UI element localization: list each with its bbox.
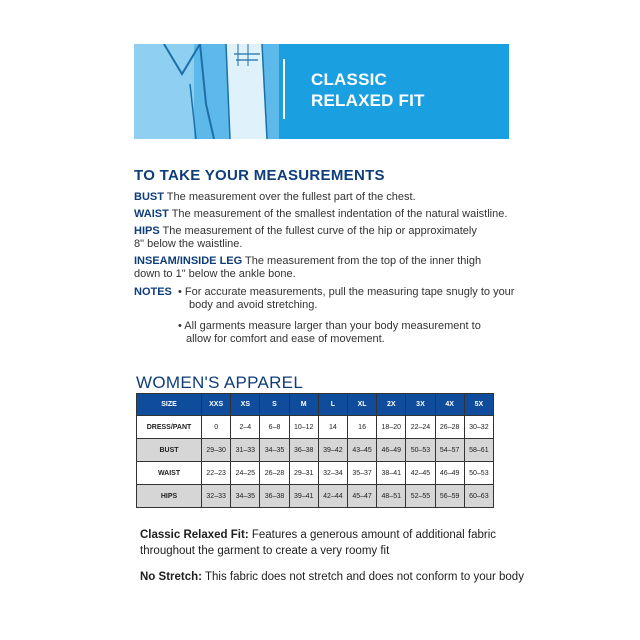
table-cell: 36–38 <box>289 439 318 462</box>
hips-entry <box>134 225 534 250</box>
table-cell: 38–41 <box>377 462 406 485</box>
row-label: WAIST <box>137 462 202 485</box>
table-cell: 0 <box>202 416 231 439</box>
size-header-cell: 5X <box>464 394 493 416</box>
size-header-cell: L <box>318 394 347 416</box>
size-header-cell: XL <box>347 394 376 416</box>
size-header-cell: S <box>260 394 289 416</box>
table-cell: 29–31 <box>289 462 318 485</box>
size-header-cell: M <box>289 394 318 416</box>
table-cell: 56–59 <box>435 485 464 508</box>
table-cell: 60–63 <box>464 485 493 508</box>
table-cell: 2–4 <box>231 416 260 439</box>
table-cell: 31–33 <box>231 439 260 462</box>
table-cell: 58–61 <box>464 439 493 462</box>
table-cell: 22–24 <box>406 416 435 439</box>
table-cell: 34–35 <box>231 485 260 508</box>
size-header-cell: 3X <box>406 394 435 416</box>
table-cell: 32–33 <box>202 485 231 508</box>
bust-text: The measurement over the fullest part of the chest. <box>163 191 416 203</box>
inseam-term: INSEAM/INSIDE LEG <box>134 255 243 267</box>
row-label: HIPS <box>137 485 202 508</box>
table-cell: 46–49 <box>435 462 464 485</box>
hips-text-line2: 8" below the waistline. <box>134 237 243 250</box>
no-stretch-note <box>140 569 560 585</box>
table-cell: 30–32 <box>464 416 493 439</box>
table-cell: 34–35 <box>260 439 289 462</box>
inseam-entry <box>134 255 534 280</box>
note-item-garments-line2: allow for comfort and ease of movement. <box>186 332 385 345</box>
note-item-tape-line1: • For accurate measurements, pull the measuring tape snugly to your <box>178 286 515 298</box>
size-header-cell: 2X <box>377 394 406 416</box>
no-stretch-term: No Stretch: <box>140 571 202 583</box>
note-item-tape <box>178 286 538 311</box>
size-header-cell: 4X <box>435 394 464 416</box>
relaxed-fit-term: Classic Relaxed Fit: <box>140 529 249 541</box>
fit-banner <box>134 44 509 139</box>
table-cell: 24–25 <box>231 462 260 485</box>
table-cell: 22–23 <box>202 462 231 485</box>
table-cell: 50–53 <box>406 439 435 462</box>
womens-apparel-title: WOMEN'S APPAREL <box>136 373 304 392</box>
table-cell: 26–28 <box>260 462 289 485</box>
banner-divider <box>283 59 285 119</box>
table-cell: 14 <box>318 416 347 439</box>
table-cell: 45–47 <box>347 485 376 508</box>
row-label: DRESS/PANT <box>137 416 202 439</box>
table-cell: 32–34 <box>318 462 347 485</box>
table-cell: 36–38 <box>260 485 289 508</box>
table-cell: 39–42 <box>318 439 347 462</box>
note-item-tape-line2: body and avoid stretching. <box>189 298 318 311</box>
table-cell: 26–28 <box>435 416 464 439</box>
table-cell: 46–49 <box>377 439 406 462</box>
bust-entry <box>134 191 534 204</box>
table-cell: 6–8 <box>260 416 289 439</box>
relaxed-fit-text-line2: throughout the garment to create a very roomy fit <box>140 545 390 557</box>
bust-term: BUST <box>134 191 164 203</box>
waist-text: The measurement of the smallest indentation of the natural waistline. <box>168 208 508 220</box>
hips-term: HIPS <box>134 225 160 237</box>
hips-text: The measurement of the fullest curve of the hip or approximately <box>159 225 477 237</box>
size-header-row <box>137 394 494 416</box>
table-cell: 16 <box>347 416 376 439</box>
waist-term: WAIST <box>134 208 169 220</box>
relaxed-fit-text: Features a generous amount of additional fabric <box>248 529 497 541</box>
table-cell: 50–53 <box>464 462 493 485</box>
note-item-garments-line1: • All garments measure larger than your body measurement to <box>178 320 481 332</box>
banner-title-line2: RELAXED FIT <box>311 91 425 110</box>
row-label: BUST <box>137 439 202 462</box>
table-cell: 18–20 <box>377 416 406 439</box>
table-cell: 48–51 <box>377 485 406 508</box>
size-header-cell: XXS <box>202 394 231 416</box>
table-row-dress-pant <box>137 416 494 439</box>
no-stretch-text: This fabric does not stretch and does not conform to your body <box>201 571 524 583</box>
table-cell: 42–44 <box>318 485 347 508</box>
measurements-heading: TO TAKE YOUR MEASUREMENTS <box>134 167 385 184</box>
table-cell: 10–12 <box>289 416 318 439</box>
inseam-text-line2: down to 1" below the ankle bone. <box>134 267 296 280</box>
table-cell: 39–41 <box>289 485 318 508</box>
notes-term: NOTES <box>134 286 172 298</box>
table-row-bust <box>137 439 494 462</box>
size-header-cell: XS <box>231 394 260 416</box>
table-cell: 52–55 <box>406 485 435 508</box>
size-header-cell: SIZE <box>137 394 202 416</box>
banner-title <box>311 69 425 111</box>
table-cell: 43–45 <box>347 439 376 462</box>
inseam-text: The measurement from the top of the inner thigh <box>242 255 482 267</box>
table-row-waist <box>137 462 494 485</box>
table-cell: 35–37 <box>347 462 376 485</box>
garment-illustration <box>134 44 279 139</box>
table-row-hips <box>137 485 494 508</box>
womens-size-table <box>136 393 494 508</box>
waist-entry <box>134 208 534 221</box>
note-item-garments <box>178 320 538 345</box>
table-cell: 42–45 <box>406 462 435 485</box>
banner-title-line1: CLASSIC <box>311 70 388 89</box>
table-cell: 54–57 <box>435 439 464 462</box>
relaxed-fit-note <box>140 527 560 559</box>
table-cell: 29–30 <box>202 439 231 462</box>
